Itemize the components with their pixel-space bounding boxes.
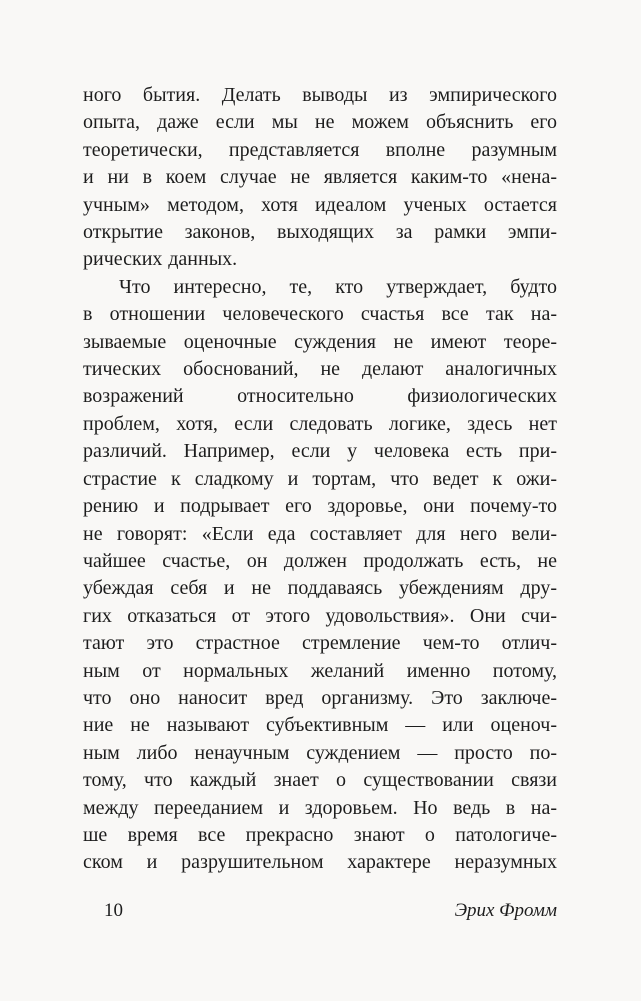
text-line: проблем, хотя, если следовать логике, здесь нет [83, 412, 557, 435]
text-line: между перееданием и здоровьем. Но ведь в на- [83, 796, 557, 819]
text-line: Что интересно, те, кто утверждает, будто [119, 275, 557, 298]
text-line: ние не называют субъективным — или оценоч- [83, 714, 557, 737]
text-line: учным» методом, хотя идеалом ученых остается [83, 193, 557, 216]
page-footer [83, 899, 557, 923]
text-line: зываемые оценочные суждения не имеют теоре- [83, 330, 557, 353]
text-line: тических обоснований, не делают аналогичных [83, 358, 557, 381]
running-title-author: Эрих Фромм [454, 900, 557, 921]
text-line: опыта, даже если мы не можем объяснить его [83, 111, 557, 134]
text-line: возражений относительно физиологических [83, 385, 557, 408]
text-line: различий. Например, если у человека есть при- [83, 440, 557, 463]
text-line: и ни в коем случае не является каким-то «нена- [83, 166, 557, 189]
text-line: ным от нормальных желаний именно потому, [83, 659, 557, 682]
text-line: тому, что каждый знает о существовании связи [83, 769, 557, 792]
text-line: открытие законов, выходящих за рамки эмпи- [83, 221, 557, 244]
page-text [83, 82, 557, 877]
text-line: теоретически, представляется вполне разумным [83, 138, 557, 161]
text-line: гих отказаться от этого удовольствия». Они счи- [83, 604, 557, 627]
text-line: ском и разрушительном характере неразумных [83, 851, 557, 874]
text-line: убеждая себя и не поддаваясь убеждениям дру- [83, 577, 557, 600]
text-line: страстие к сладкому и тортам, что ведет к ожи- [83, 467, 557, 490]
text-line: ного бытия. Делать выводы из эмпирического [83, 84, 557, 106]
text-line: рических данных. [83, 248, 238, 271]
page-number: 10 [104, 900, 123, 921]
text-line: ше время все прекрасно знают о патологиче- [83, 823, 557, 846]
text-line: тают это страстное стремление чем-то отлич- [83, 632, 557, 655]
text-line: что оно наносит вред организму. Это заключе- [83, 686, 557, 709]
text-line: ным либо ненаучным суждением — просто по- [83, 741, 557, 764]
text-line: рению и подрывает его здоровье, они почему-то [83, 495, 557, 518]
text-line: чайшее счастье, он должен продолжать есть, не [83, 549, 557, 572]
text-line: в отношении человеческого счастья все так на- [83, 303, 557, 326]
text-line: не говорят: «Если еда составляет для него вели- [83, 522, 557, 545]
